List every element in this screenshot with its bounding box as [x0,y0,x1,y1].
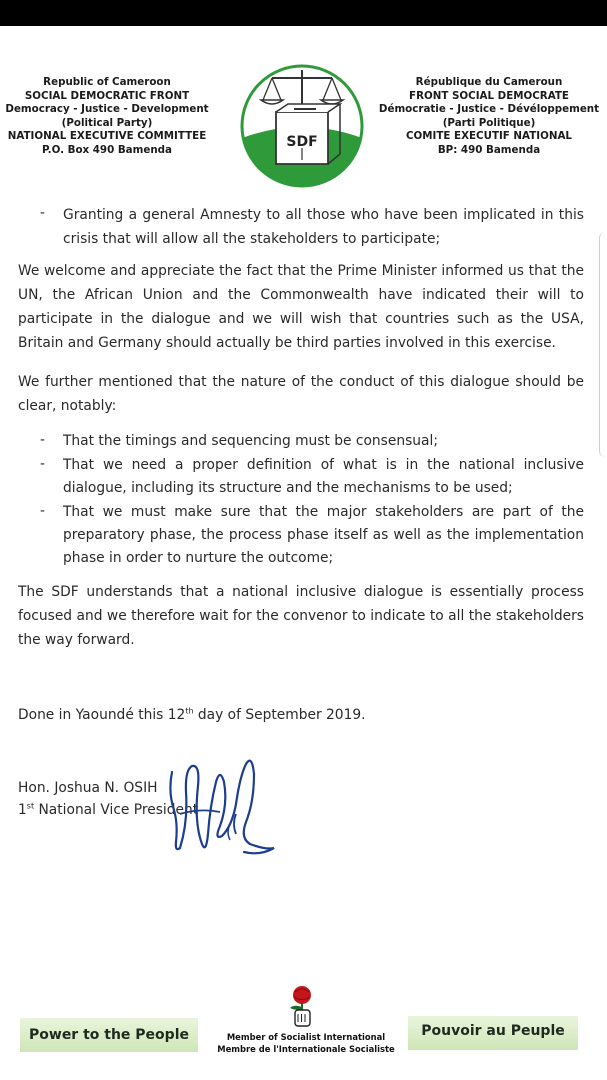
scroll-indicator[interactable] [599,232,607,457]
slogan-french: Pouvoir au Peuple [408,1016,578,1050]
logo-text: SDF [286,134,318,150]
letterhead-line: (Parti Politique) [442,116,536,129]
bullet-marker: - [40,503,45,519]
handwritten-signature [150,752,290,870]
sdf-party-logo [232,56,372,196]
bullet-marker: - [40,205,45,221]
membership-french: Membre de l'Internationale Socialiste [217,1044,395,1054]
letterhead-line: Democracy - Justice - Development [5,103,209,116]
paragraph-dialogue-conduct: We further mentioned that the nature of the conduct of this dialogue should be clear, notably: [18,374,584,414]
letterhead-line: (Political Party) [61,116,153,129]
socialist-international-membership [208,1031,404,1055]
letterhead-left-english [2,76,212,158]
membership-english: Member of Socialist International [226,1032,386,1042]
letterhead-line: BP: 490 Bamenda [437,143,541,156]
letterhead-line: COMITE EXECUTIF NATIONAL [406,130,572,143]
list-item-stakeholders: That we must make sure that the major stakeholders are part of the preparatory phase, the process phase itself as well as the implementation phase in order to nurture the outcome; [63,504,584,566]
letterhead-line: FRONT SOCIAL DEMOCRATE [409,89,569,102]
letterhead-line: SOCIAL DEMOCRATIC FRONT [24,89,190,102]
letterhead-line: NATIONAL EXECUTIVE COMMITTEE [7,130,207,143]
letterhead-line: Republic of Cameroon [43,76,171,88]
letterhead-line: P.O. Box 490 Bamenda [42,143,172,156]
letterhead-line: République du Cameroun [415,76,563,88]
list-item-amnesty: Granting a general Amnesty to all those who have been implicated in this crisis that will allow all the stakeholders to participate; [63,207,584,247]
letterhead-right-french [378,76,600,158]
signatory-title: 1st National Vice President [18,801,199,818]
paragraph-sdf-understanding: The SDF understands that a national inclusive dialogue is essentially process focused and we therefore wait for the convenor to indicate to all the stakeholders the way forward. [18,584,584,648]
slogan-english: Power to the People [20,1018,198,1052]
list-item-definition: That we need a proper definition of what is in the national inclusive dialogue, including its structure and the mechanisms to be used; [63,457,584,496]
rose-fist-icon [282,984,322,1030]
signatory-name: Hon. Joshua N. OSIH [18,780,158,796]
bullet-marker: - [40,456,45,472]
letterhead-line: Démocratie - Justice - Dévéloppement [378,103,600,116]
paragraph-international-participation: We welcome and appreciate the fact that the Prime Minister informed us that the UN, the African Union and the Commonwealth have indicated their will to participate in the dialogue and we will wish that countries such as the USA, Britain and Germany should actually be third parties involved in this exercise. [18,263,584,351]
bullet-marker: - [40,432,45,448]
list-item-timings: That the timings and sequencing must be consensual; [63,433,438,449]
closing-date-line: Done in Yaoundé this 12th day of September 2019. [18,706,366,723]
top-status-bar [0,0,607,26]
